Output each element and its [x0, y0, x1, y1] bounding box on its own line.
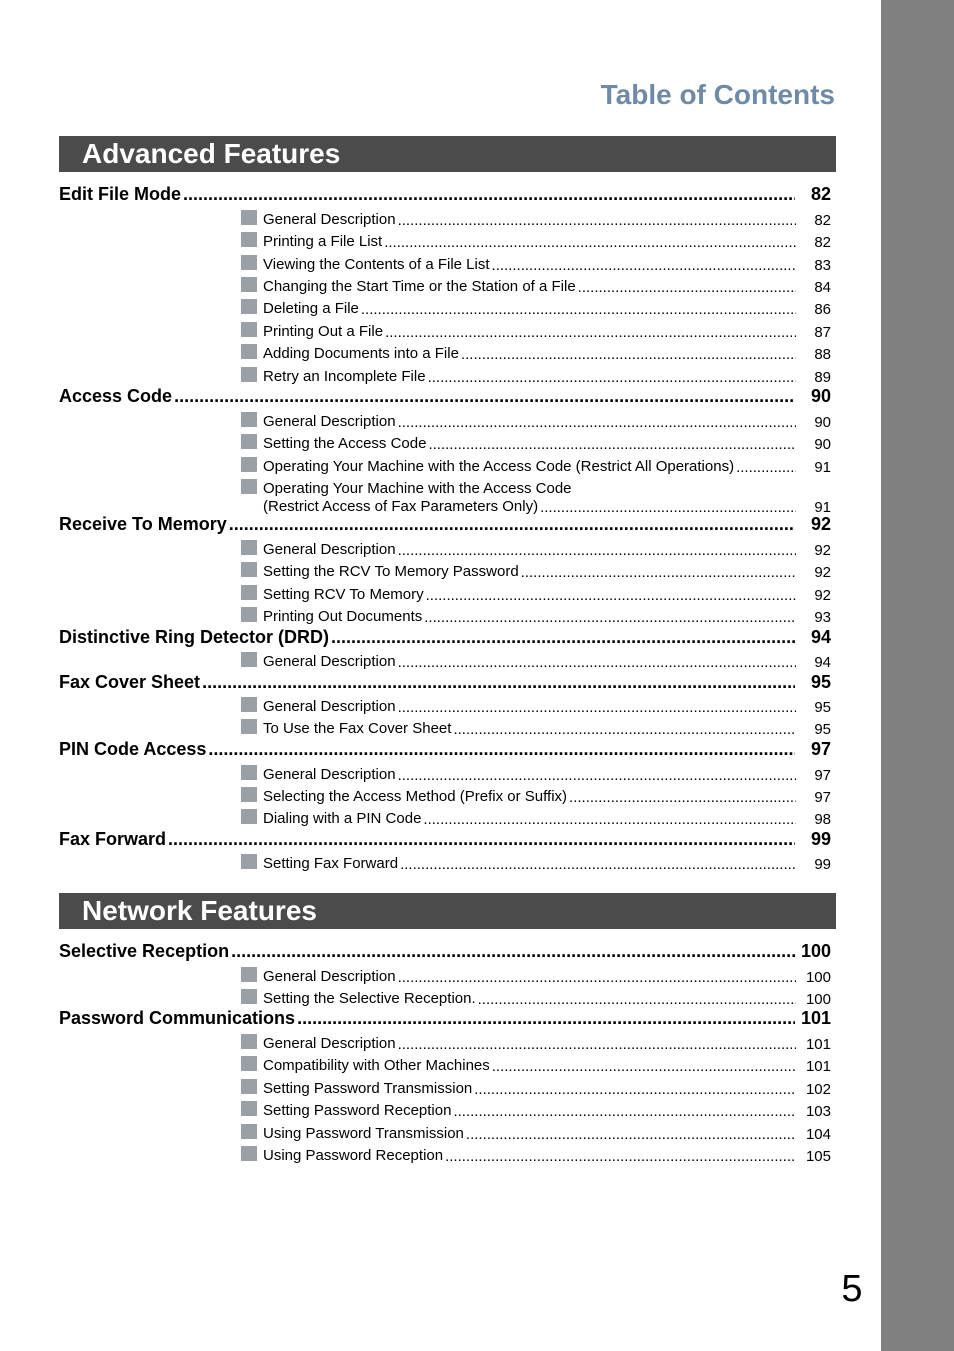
dot-leader	[231, 941, 795, 962]
toc-item-entry[interactable]	[263, 608, 831, 626]
item-page-number: 88	[814, 346, 831, 363]
square-bullet-icon	[241, 210, 257, 225]
chapter-title: Selective Reception	[59, 941, 230, 961]
square-bullet-icon	[241, 255, 257, 270]
toc-item-entry[interactable]	[263, 990, 831, 1008]
toc-item-entry[interactable]	[263, 300, 831, 318]
dot-leader	[297, 1008, 795, 1029]
dot-leader	[331, 627, 795, 648]
dot-leader	[466, 1126, 796, 1143]
dot-leader	[423, 811, 796, 828]
toc-item-entry[interactable]	[263, 586, 831, 604]
item-title: General Description	[263, 211, 396, 228]
square-bullet-icon	[241, 562, 257, 577]
dot-leader	[398, 1036, 796, 1053]
dot-leader	[569, 789, 796, 806]
page-number: 5	[841, 1268, 863, 1310]
square-bullet-icon	[241, 540, 257, 555]
toc-item-entry[interactable]	[263, 256, 831, 274]
square-bullet-icon	[241, 585, 257, 600]
item-title: Setting Password Transmission	[263, 1080, 473, 1097]
square-bullet-icon	[241, 1056, 257, 1071]
square-bullet-icon	[241, 1146, 257, 1161]
toc-chapter-entry[interactable]	[59, 671, 831, 693]
dot-leader	[398, 969, 796, 986]
item-title: Dialing with a PIN Code	[263, 810, 422, 827]
chapter-title: Fax Forward	[59, 829, 167, 849]
item-title: Setting the RCV To Memory Password	[263, 563, 519, 580]
item-page-number: 94	[814, 654, 831, 671]
item-page-number: 97	[814, 789, 831, 806]
square-bullet-icon	[241, 809, 257, 824]
item-page-number: 83	[814, 257, 831, 274]
toc-item-entry[interactable]	[263, 345, 831, 363]
item-page-number: 82	[814, 234, 831, 251]
chapter-title: PIN Code Access	[59, 739, 207, 759]
toc-item-entry[interactable]	[263, 413, 831, 431]
dot-leader	[578, 279, 796, 296]
item-title: Printing Out a File	[263, 323, 384, 340]
dot-leader	[474, 1081, 796, 1098]
chapter-page-number: 95	[810, 672, 831, 692]
square-bullet-icon	[241, 434, 257, 449]
item-title: Adding Documents into a File	[263, 345, 459, 362]
dot-leader	[398, 212, 796, 229]
chapter-title: Receive To Memory	[59, 514, 227, 534]
item-title-continued: (Restrict Access of Fax Parameters Only)	[263, 498, 539, 515]
toc-item-entry[interactable]	[263, 766, 831, 784]
chapter-page-number: 101	[800, 1008, 831, 1028]
square-bullet-icon	[241, 344, 257, 359]
chapter-title: Edit File Mode	[59, 184, 182, 204]
item-title: General Description	[263, 968, 396, 985]
toc-chapter-entry[interactable]	[59, 940, 831, 962]
square-bullet-icon	[241, 1079, 257, 1094]
item-title: Changing the Start Time or the Station of a File	[263, 278, 576, 295]
toc-item-entry[interactable]	[263, 1035, 831, 1053]
dot-leader	[445, 1148, 796, 1165]
dot-leader	[428, 369, 796, 386]
chapter-page-number: 99	[810, 829, 831, 849]
item-page-number: 89	[814, 369, 831, 386]
square-bullet-icon	[241, 652, 257, 667]
section-header: Advanced Features	[59, 136, 836, 172]
chapter-page-number: 100	[800, 941, 831, 961]
dot-leader	[453, 721, 796, 738]
toc-item-entry[interactable]	[263, 698, 831, 716]
square-bullet-icon	[241, 607, 257, 622]
toc-chapter-entry[interactable]	[59, 738, 831, 760]
item-title: Deleting a File	[263, 300, 359, 317]
chapter-title: Password Communications	[59, 1008, 296, 1028]
item-page-number: 103	[805, 1103, 831, 1120]
item-title: Using Password Reception	[263, 1147, 444, 1164]
dot-leader	[424, 609, 796, 626]
dot-leader	[174, 386, 795, 407]
toc-item-entry[interactable]	[263, 458, 831, 476]
dot-leader	[385, 324, 796, 341]
square-bullet-icon	[241, 232, 257, 247]
item-page-number: 91	[814, 459, 831, 476]
dot-leader	[428, 436, 796, 453]
square-bullet-icon	[241, 299, 257, 314]
toc-item-entry[interactable]	[263, 233, 831, 251]
chapter-page-number: 92	[810, 514, 831, 534]
item-title: Printing Out Documents	[263, 608, 423, 625]
item-page-number: 82	[814, 212, 831, 229]
square-bullet-icon	[241, 479, 257, 494]
toc-chapter-entry[interactable]	[59, 385, 831, 407]
square-bullet-icon	[241, 967, 257, 982]
square-bullet-icon	[241, 367, 257, 382]
toc-item-entry[interactable]	[263, 1125, 831, 1143]
item-page-number: 101	[805, 1036, 831, 1053]
dot-leader	[736, 459, 796, 476]
item-title: Setting the Access Code	[263, 435, 427, 452]
item-title: General Description	[263, 541, 396, 558]
item-title: General Description	[263, 1035, 396, 1052]
item-page-number: 98	[814, 811, 831, 828]
toc-item-entry[interactable]	[263, 435, 831, 453]
dot-leader	[384, 234, 796, 251]
item-title: Setting Password Reception	[263, 1102, 452, 1119]
square-bullet-icon	[241, 1101, 257, 1116]
square-bullet-icon	[241, 322, 257, 337]
dot-leader	[361, 301, 796, 318]
item-page-number: 101	[805, 1058, 831, 1075]
toc-item-entry[interactable]	[263, 541, 831, 559]
chapter-page-number: 82	[810, 184, 831, 204]
item-page-number: 100	[805, 969, 831, 986]
item-title: General Description	[263, 766, 396, 783]
square-bullet-icon	[241, 697, 257, 712]
dot-leader	[168, 829, 795, 850]
square-bullet-icon	[241, 854, 257, 869]
item-page-number: 99	[814, 856, 831, 873]
chapter-title: Distinctive Ring Detector (DRD)	[59, 627, 330, 647]
item-page-number: 95	[814, 699, 831, 716]
square-bullet-icon	[241, 1124, 257, 1139]
dot-leader	[202, 672, 795, 693]
item-page-number: 86	[814, 301, 831, 318]
toc-item-entry[interactable]	[263, 968, 831, 986]
item-title: General Description	[263, 413, 396, 430]
item-title: Setting Fax Forward	[263, 855, 399, 872]
item-title: Operating Your Machine with the Access Code	[263, 480, 572, 497]
item-page-number: 92	[814, 564, 831, 581]
item-title: General Description	[263, 698, 396, 715]
item-page-number: 92	[814, 587, 831, 604]
square-bullet-icon	[241, 765, 257, 780]
toc-item-entry[interactable]	[263, 1057, 831, 1075]
toc-item-entry[interactable]	[263, 855, 831, 873]
item-title: Compatibility with Other Machines	[263, 1057, 490, 1074]
dot-leader	[398, 654, 796, 671]
chapter-page-number: 94	[810, 627, 831, 647]
dot-leader	[183, 184, 795, 205]
dot-leader	[453, 1103, 796, 1120]
item-page-number: 90	[814, 414, 831, 431]
dot-leader	[398, 414, 796, 431]
toc-chapter-entry[interactable]	[59, 513, 831, 535]
toc-item-entry[interactable]	[263, 368, 831, 386]
item-page-number: 100	[805, 991, 831, 1008]
section-header: Network Features	[59, 893, 836, 929]
dot-leader	[398, 699, 796, 716]
item-title: Operating Your Machine with the Access Code (Restrict All Operations)	[263, 458, 735, 475]
item-page-number: 84	[814, 279, 831, 296]
item-page-number: 91	[814, 499, 831, 516]
item-page-number: 104	[805, 1126, 831, 1143]
item-title: Printing a File List	[263, 233, 383, 250]
item-page-number: 95	[814, 721, 831, 738]
square-bullet-icon	[241, 457, 257, 472]
item-title: To Use the Fax Cover Sheet	[263, 720, 452, 737]
dot-leader	[398, 767, 796, 784]
dot-leader	[521, 564, 796, 581]
item-page-number: 97	[814, 767, 831, 784]
item-title: Viewing the Contents of a File List	[263, 256, 490, 273]
item-title: General Description	[263, 653, 396, 670]
square-bullet-icon	[241, 719, 257, 734]
toc-item-entry[interactable]	[263, 211, 831, 229]
dot-leader	[492, 257, 796, 274]
toc-item-entry[interactable]	[263, 1102, 831, 1120]
toc-chapter-entry[interactable]	[59, 828, 831, 850]
item-page-number: 105	[805, 1148, 831, 1165]
toc-item-entry[interactable]	[263, 720, 831, 738]
dot-leader	[208, 739, 795, 760]
item-page-number: 87	[814, 324, 831, 341]
square-bullet-icon	[241, 412, 257, 427]
toc-item-entry[interactable]	[263, 323, 831, 341]
toc-item-entry[interactable]	[263, 1147, 831, 1165]
square-bullet-icon	[241, 1034, 257, 1049]
square-bullet-icon	[241, 277, 257, 292]
dot-leader	[478, 991, 796, 1008]
toc-chapter-entry[interactable]	[59, 1007, 831, 1029]
item-title: Setting the Selective Reception.	[263, 990, 476, 1007]
square-bullet-icon	[241, 989, 257, 1004]
item-page-number: 92	[814, 542, 831, 559]
toc-item-entry[interactable]	[263, 480, 831, 516]
toc-item-entry[interactable]	[263, 788, 831, 806]
square-bullet-icon	[241, 787, 257, 802]
toc-item-entry[interactable]	[263, 653, 831, 671]
dot-leader	[461, 346, 796, 363]
page-edge-bar	[881, 0, 954, 1351]
toc-chapter-entry[interactable]	[59, 183, 831, 205]
item-title: Selecting the Access Method (Prefix or Suffix)	[263, 788, 568, 805]
toc-item-entry[interactable]	[263, 1080, 831, 1098]
chapter-title: Fax Cover Sheet	[59, 672, 201, 692]
chapter-page-number: 90	[810, 386, 831, 406]
toc-item-entry[interactable]	[263, 278, 831, 296]
toc-item-entry[interactable]	[263, 810, 831, 828]
chapter-title: Access Code	[59, 386, 173, 406]
dot-leader	[398, 542, 796, 559]
item-page-number: 90	[814, 436, 831, 453]
item-page-number: 93	[814, 609, 831, 626]
item-page-number: 102	[805, 1081, 831, 1098]
item-title: Retry an Incomplete File	[263, 368, 426, 385]
toc-chapter-entry[interactable]	[59, 626, 831, 648]
dot-leader	[426, 587, 796, 604]
chapter-page-number: 97	[810, 739, 831, 759]
toc-item-entry[interactable]	[263, 563, 831, 581]
item-title: Setting RCV To Memory	[263, 586, 424, 603]
dot-leader	[492, 1058, 796, 1075]
page-title: Table of Contents	[600, 79, 835, 110]
dot-leader	[229, 514, 795, 535]
item-title: Using Password Transmission	[263, 1125, 464, 1142]
dot-leader	[400, 856, 796, 873]
